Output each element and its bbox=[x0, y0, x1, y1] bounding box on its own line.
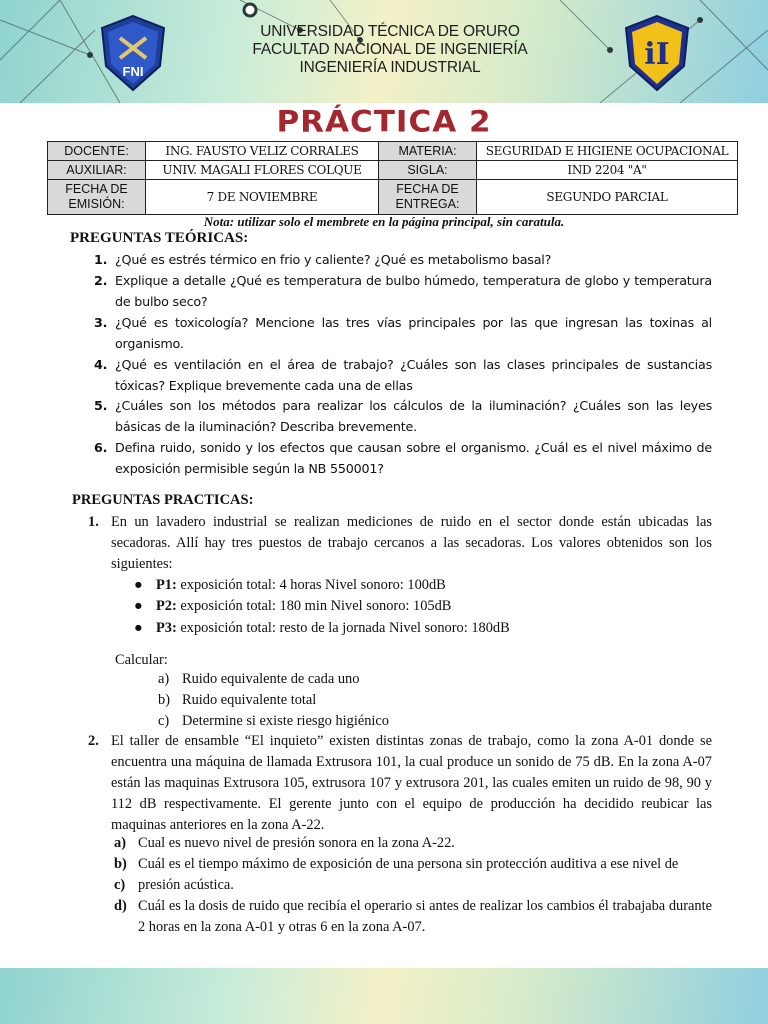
teorica-item: 2. Explique a detalle ¿Qué es temperatura de bulbo húmedo, temperatura de globo y temperatura de bulbo seco? bbox=[94, 273, 712, 309]
faculty-name: FACULTAD NACIONAL DE INGENIERÍA bbox=[252, 41, 528, 58]
bullet-icon: ● bbox=[134, 577, 143, 593]
docente-label: DOCENTE: bbox=[48, 142, 146, 161]
auxiliar-label: AUXILIAR: bbox=[48, 161, 146, 180]
note: Nota: utilizar solo el membrete en la página principal, sin caratula. bbox=[203, 214, 565, 229]
teorica-item: 6. Defina ruido, sonido y los efectos que causan sobre el organismo. ¿Cuál es el nivel máximo de exposición permisible según la NB 550001? bbox=[94, 440, 712, 476]
info-table bbox=[47, 141, 738, 215]
practica-item: 2. El taller de ensamble “El inquieto” existen distintas zonas de trabajo, como la zona A-01 donde se encuentra una máquina de llamada Extrusora 101, la cual produce un sonido de 75 dB. En la zona A-07 están las maquinas Extrusora 105, extrusora 107 y extrusora 201, las cuales emiten un ruido de 98, 90 y 112 dB respectivamente. El gerente junto con el equipo de producción ha decidido reubicar las maquinas anteriores en la zona A-22. bbox=[88, 733, 712, 833]
bullet-icon: ● bbox=[134, 598, 143, 614]
teoricas-heading: PREGUNTAS TEÓRICAS: bbox=[70, 230, 249, 246]
docente-value: ING. FAUSTO VELIZ CORRALES bbox=[146, 142, 379, 161]
university-name: UNIVERSIDAD TÉCNICA DE ORURO bbox=[260, 23, 520, 40]
bullet-icon: ● bbox=[134, 620, 143, 636]
calcular-label: Calcular: bbox=[115, 652, 168, 668]
industrial-logo bbox=[624, 14, 690, 92]
bullet-item: ● P3: exposición total: resto de la jornada Nivel sonoro: 180dB bbox=[134, 618, 510, 639]
teorica-item: 3. ¿Qué es toxicología? Mencione las tres vías principales por las que ingresan las toxinas al organismo. bbox=[94, 315, 712, 351]
emision-label: FECHA DE EMISIÓN: bbox=[48, 180, 146, 215]
sub-item: c) Determine si existe riesgo higiénico bbox=[158, 713, 390, 729]
auxiliar-value: UNIV. MAGALI FLORES COLQUE bbox=[146, 161, 379, 180]
teorica-item: 1. ¿Qué es estrés térmico en frio y caliente? ¿Qué es metabolismo basal? bbox=[94, 252, 552, 267]
sigla-value: IND 2204 "A" bbox=[477, 161, 738, 180]
page-title: PRÁCTICA 2 bbox=[276, 104, 492, 140]
bullet-item: ● P2: exposición total: 180 min Nivel sonoro: 105dB bbox=[134, 596, 451, 617]
university-heading bbox=[200, 23, 580, 77]
sub-item: d) Cuál es la dosis de ruido que recibía el operario si antes de realizar los cambios él trabajaba durante 2 horas en la zona A-01 y otras 6 en la zona A-07. bbox=[114, 898, 712, 935]
entrega-value: SEGUNDO PARCIAL bbox=[477, 180, 738, 215]
materia-label: MATERIA: bbox=[379, 142, 477, 161]
sub-item: a) Cual es nuevo nivel de presión sonora en la zona A-22. bbox=[114, 835, 455, 851]
sub-item: c) presión acústica. bbox=[114, 877, 234, 893]
fni-logo bbox=[100, 14, 166, 92]
footer-band bbox=[0, 968, 768, 1024]
bullet-item: ● P1: exposición total: 4 horas Nivel sonoro: 100dB bbox=[134, 575, 446, 596]
teorica-item: 4. ¿Qué es ventilación en el área de trabajo? ¿Cuáles son las clases principales de sustancias tóxicas? Explique brevemente cada una de ellas bbox=[94, 357, 712, 393]
sub-item: b) Ruido equivalente total bbox=[158, 692, 317, 708]
sigla-label: SIGLA: bbox=[379, 161, 477, 180]
sub-item: a) Ruido equivalente de cada uno bbox=[158, 671, 360, 687]
materia-value: SEGURIDAD E HIGIENE OCUPACIONAL bbox=[477, 142, 738, 161]
entrega-label: FECHA DE ENTREGA: bbox=[379, 180, 477, 215]
practicas-heading: PREGUNTAS PRACTICAS: bbox=[72, 492, 254, 508]
svg-text:FNI: FNI bbox=[122, 64, 144, 79]
career-name: INGENIERÍA INDUSTRIAL bbox=[299, 59, 481, 76]
emision-value: 7 DE NOVIEMBRE bbox=[146, 180, 379, 215]
practica-item: 1. En un lavadero industrial se realizan mediciones de ruido en el sector donde están ubicadas las secadoras. Allí hay tres puestos de trabajo cercanos a las secadoras. Los valores obtenidos son los siguientes: bbox=[88, 514, 712, 572]
header-banner bbox=[0, 0, 768, 103]
sub-item: b) Cuál es el tiempo máximo de exposición de una persona sin protección auditiva a ese nivel de bbox=[114, 856, 679, 872]
teorica-item: 5. ¿Cuáles son los métodos para realizar los cálculos de la iluminación? ¿Cuáles son las leyes básicas de la iluminación? Describa brevemente. bbox=[94, 398, 712, 434]
svg-text:iI: iI bbox=[644, 37, 670, 72]
